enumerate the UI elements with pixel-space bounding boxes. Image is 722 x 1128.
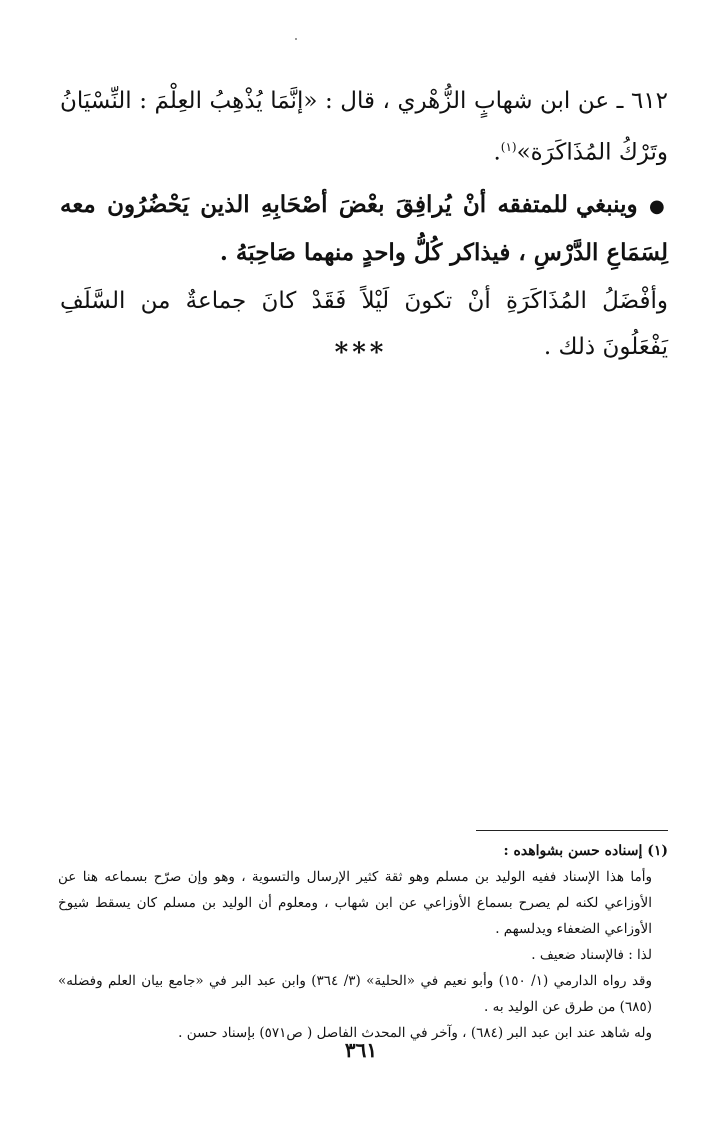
advice-paragraph — [60, 182, 668, 276]
hadith-end: . — [493, 139, 501, 166]
bullet-icon: ● — [648, 195, 668, 217]
footnote-heading: (١) إسناده حسن بشواهده : — [503, 843, 668, 859]
section-separator: *** — [334, 338, 388, 368]
footnote-line: وأما هذا الإسناد ففيه الوليد بن مسلم وهو ثقة كثير الإرسال والتسوية ، وهو وإن صرّح بسماعه هنا عن الأوزاعي لكنه لم يصرح بسماع الأوزاعي عن ابن شهاب ، ومعلوم أن الوليد بن مسلم كان يسقط شيوخ الأوزاعي الضعفاء ويدلسهم . — [58, 869, 652, 937]
footnote-line: وقد رواه الدارمي (١/ ١٥٠) وأبو نعيم في «الحلية» (٣/ ٣٦٤) وابن عبد البر في «جامع بيان العلم وفضله» (٦٨٥) من طرق عن الوليد به . — [58, 973, 653, 1015]
scan-speck — [295, 38, 297, 40]
footnote-divider — [476, 830, 668, 831]
footnote-line: لذا : فالإسناد ضعيف . — [531, 947, 652, 963]
main-text — [60, 78, 668, 370]
footnote-reference: (١) — [500, 140, 517, 154]
hadith-number: ٦١٢ — [630, 88, 669, 114]
hadith-text: ـ عن ابن شهابٍ الزُّهْري ، قال : «إنَّمَا يُذْهِبُ العِلْمَ : النِّسْيَانُ وتَرْكُ المُذَاكَرَة» — [60, 88, 668, 166]
page-number: ٣٦١ — [344, 1038, 378, 1062]
footnote-line: وله شاهد عند ابن عبد البر (٦٨٤) ، وآخر في المحدث الفاصل ( ص٥٧١) بإسناد حسن . — [178, 1025, 652, 1041]
advice-text: وينبغي للمتفقه أنْ يُرافِقَ بعْضَ أصْحَابِهِ الذين يَحْضُرُون معه لِسَمَاعِ الدَّرْسِ ، فيذاكر كُلُّ واحدٍ منهما صَاحِبَهُ . — [60, 190, 668, 266]
footnotes — [58, 838, 668, 1046]
closing-text: وأفْضَلُ المُذَاكَرَةِ أنْ تكونَ لَيْلاً فَقَدْ كانَ جماعةٌ من السَّلَفِ يَفْعَلُونَ ذلك . — [60, 287, 668, 360]
hadith-paragraph — [60, 78, 668, 176]
